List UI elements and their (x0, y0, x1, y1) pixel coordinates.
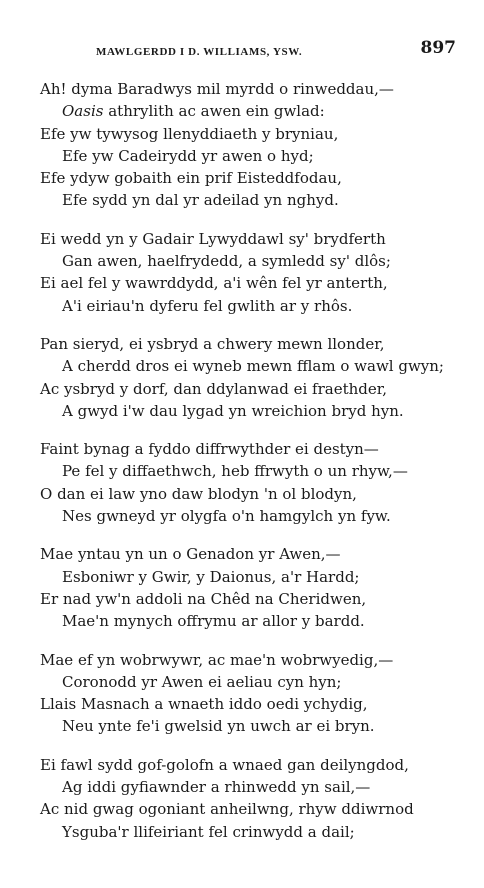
stanza (40, 333, 470, 422)
poem-line: Nes gwneyd yr olygfa o'n hamgylch yn fyw. (62, 507, 391, 526)
poem-line: Mae yntau yn un o Genadon yr Awen,— (40, 545, 341, 564)
stanza (40, 649, 470, 738)
poem-line: Ei ael fel y wawrddydd, a'i wên fel yr anterth, (40, 274, 388, 293)
page-header (0, 38, 484, 64)
poem-line: A gwyd i'w dau lygad yn wreichion bryd hyn. (62, 401, 404, 420)
page-number: 897 (420, 38, 456, 58)
running-head: MAWLGERDD I D. WILLIAMS, YSW. (96, 46, 303, 58)
poem-line: Neu ynte fe'i gwelsid yn uwch ar ei bryn. (62, 717, 375, 736)
poem-line: Ei fawl sydd gof-golofn a wnaed gan deilyngdod, (40, 755, 409, 774)
stanza (40, 438, 470, 527)
poem-line: Efe yw tywysog llenyddiaeth y bryniau, (40, 124, 339, 143)
poem-line: O dan ei law yno daw blodyn 'n ol blodyn, (40, 484, 357, 503)
poem-line: Efe sydd yn dal yr adeilad yn nghyd. (62, 191, 339, 210)
poem-line: Er nad yw'n addoli na Chêd na Cheridwen, (40, 589, 367, 608)
poem-line: A cherdd dros ei wyneb mewn fflam o wawl gwyn; (62, 357, 444, 376)
poem-line: Efe ydyw gobaith ein prif Eisteddfodau, (40, 169, 342, 188)
poem-line: Mae'n mynych offrymu ar allor y bardd. (62, 612, 365, 631)
poem-line: Pe fel y diffaethwch, heb ffrwyth o un rhyw,— (62, 462, 408, 481)
poem-body (40, 78, 470, 859)
poem-line: Ag iddi gyfiawnder a rhinwedd yn sail,— (62, 778, 371, 797)
poem-line: Ysguba'r llifeiriant fel crinwydd a dail; (62, 822, 355, 841)
poem-line: A'i eiriau'n dyferu fel gwlith ar y rhôs. (62, 296, 353, 315)
poem-line (40, 100, 470, 122)
poem-line: Llais Masnach a wnaeth iddo oedi ychydig, (40, 695, 368, 714)
poem-line: Ah! dyma Baradwys mil myrdd o rinweddau,— (40, 80, 394, 98)
poem-line: Ac ysbryd y dorf, dan ddylanwad ei fraethder, (40, 379, 388, 398)
poem-line: Coronodd yr Awen ei aeliau cyn hyn; (62, 672, 342, 691)
stanza (40, 228, 470, 317)
poem-line: Ac nid gwag ogoniant anheilwng, rhyw ddiwrnod (40, 800, 414, 819)
poem-line: Pan sieryd, ei ysbryd a chwery mewn llonder, (40, 334, 385, 353)
poem-line: Gan awen, haelfrydedd, a symledd sy' dlôs; (62, 252, 391, 271)
stanza (40, 78, 470, 212)
italic-word: Oasis (62, 102, 104, 121)
poem-line: Efe yw Cadeirydd yr awen o hyd; (62, 146, 314, 165)
poem-line-text: athrylith ac awen ein gwlad: (108, 102, 325, 121)
stanza (40, 543, 470, 632)
poem-line: Esboniwr y Gwir, y Daionus, a'r Hardd; (62, 567, 360, 586)
poem-line: Mae ef yn wobrwywr, ac mae'n wobrwyedig,— (40, 650, 394, 669)
stanza (40, 754, 470, 843)
poem-line: Ei wedd yn y Gadair Lywyddawl sy' brydferth (40, 229, 386, 248)
poem-line: Faint bynag a fyddo diffrwythder ei destyn— (40, 440, 379, 459)
